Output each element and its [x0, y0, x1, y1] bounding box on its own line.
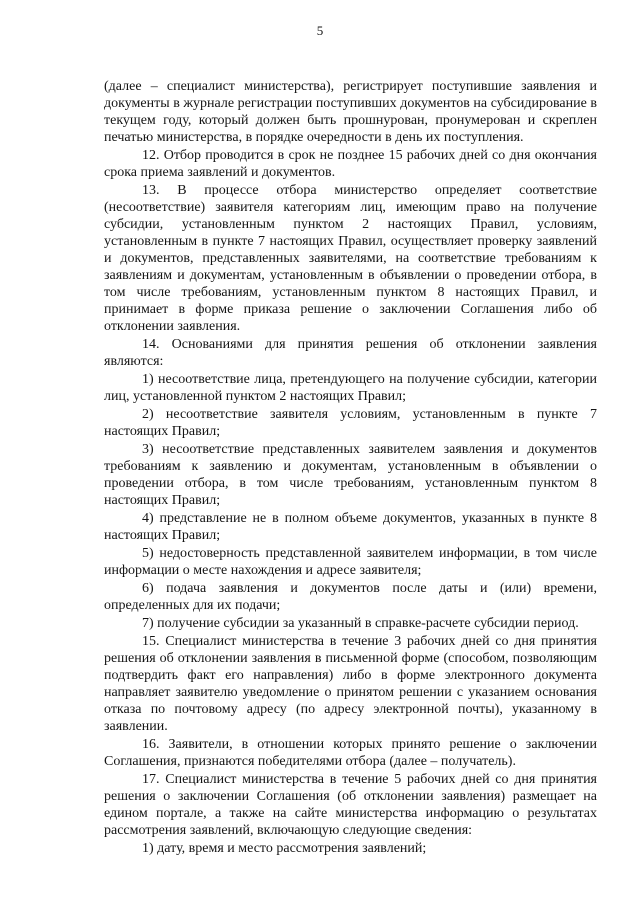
list-item-6: 6) подача заявления и документов после даты и (или) времени, определенных для их подачи; [104, 581, 597, 613]
paragraph-clause-17: 17. Специалист министерства в течение 5 рабочих дней со дня принятия решения о заключении Соглашения (об отклонении заявления) размещает на едином портале, а также на сайте министерства информацию о результатах рассмотрения заявлений, включающую следующие сведения: [104, 772, 597, 838]
paragraph-clause-15: 15. Специалист министерства в течение 3 рабочих дней со дня принятия решения об отклонении заявления в письменной форме (способом, позволяющим подтвердить факт его направления) либо в форме электронного документа направляет заявителю уведомление о принятом решении с указанием основания отказа по почтовому адресу (по адресу электронной почты), указанному в заявлении. [104, 634, 597, 734]
list-item-1: 1) несоответствие лица, претендующего на получение субсидии, категории лиц, установленной пунктом 2 настоящих Правил; [104, 372, 597, 404]
paragraph-clause-16: 16. Заявители, в отношении которых принято решение о заключении Соглашения, признаются победителями отбора (далее – получатель). [104, 737, 597, 769]
list-item-2: 2) несоответствие заявителя условиям, установленным в пункте 7 настоящих Правил; [104, 407, 597, 439]
paragraph-continuation: (далее – специалист министерства), регистрирует поступившие заявления и документы в журнале регистрации поступивших документов на субсидирование в текущем году, который должен быть прошнурован, пронумерован и скреплен печатью министерства, в порядке очередности в день их поступления. [104, 79, 597, 145]
list-item-7: 7) получение субсидии за указанный в справке-расчете субсидии период. [142, 616, 579, 631]
page-number: 5 [316, 23, 324, 38]
paragraph-clause-14: 14. Основаниями для принятия решения об отклонении заявления являются: [104, 337, 597, 369]
list-item-5: 5) недостоверность представленной заявителем информации, в том числе информации о месте нахождения и адресе заявителя; [104, 546, 597, 578]
document-body [104, 78, 597, 858]
paragraph-clause-13: 13. В процессе отбора министерство определяет соответствие (несоответствие) заявителя категориям лиц, имеющим право на получение субсидии, установленным пунктом 2 настоящих Правил, условиям, установленным в пункте 7 настоящих Правил, осуществляет проверку заявлений и документов, представленных заявителями, на соответствие требованиям к заявлениям и документам, установленным в объявлении о проведении отбора, в том числе требованиям, установленным пунктом 8 настоящих Правил, и принимает в форме приказа решение о заключении Соглашения либо об отклонении заявления. [104, 183, 597, 334]
paragraph-clause-12: 12. Отбор проводится в срок не позднее 15 рабочих дней со дня окончания срока приема заявлений и документов. [104, 148, 597, 180]
list-item-17-1: 1) дату, время и место рассмотрения заявлений; [142, 841, 427, 856]
list-item-3: 3) несоответствие представленных заявителем заявления и документов требованиям к заявлению и документам, установленным в объявлении о проведении отбора, в том числе требованиям, установленным пунктом 8 настоящих Правил; [104, 442, 597, 508]
list-item-4: 4) представление не в полном объеме документов, указанных в пункте 8 настоящих Правил; [104, 511, 597, 543]
